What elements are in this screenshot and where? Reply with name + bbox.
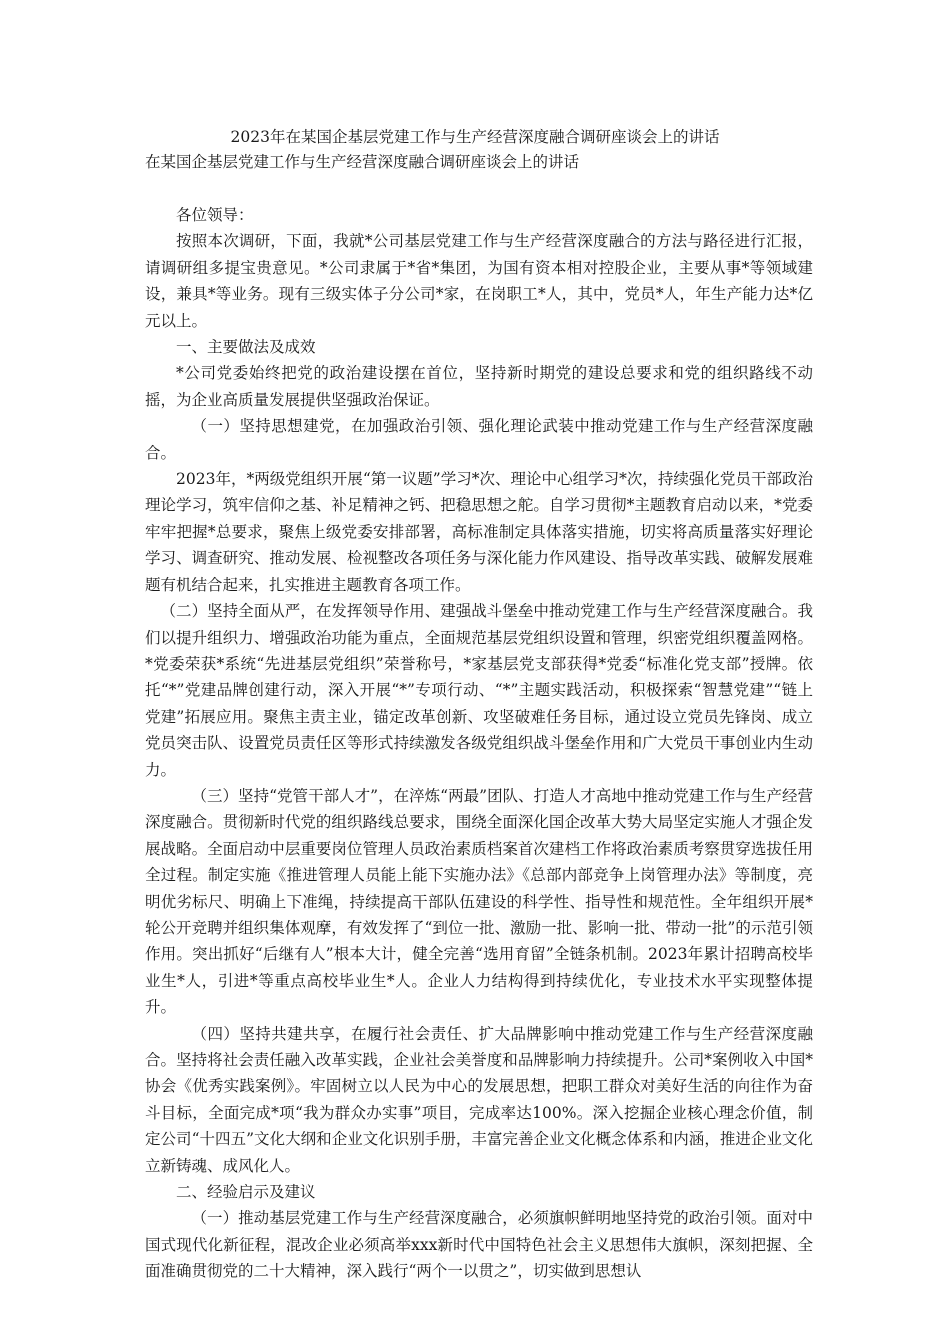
document-subtitle: 在某国企基层党建工作与生产经营深度融合调研座谈会上的讲话 bbox=[145, 153, 580, 171]
paragraph-section-1-lead: *公司党委始终把党的政治建设摆在首位，坚持新时期党的建设总要求和党的组织路线不动摇，为企业高质量发展提供坚强政治保证。 bbox=[145, 364, 813, 409]
paragraph-1-4: （四）坚持共建共享，在履行社会责任、扩大品牌影响中推动党建工作与生产经营深度融合。坚持将社会责任融入改革实践，企业社会美誉度和品牌影响力持续提升。公司*案例收入中国*协会《优秀实践案例》。牢固树立以人民为中心的发展思想，把职工群众对美好生活的向往作为奋斗目标，全面完成*项“我为群众办实事”项目，完成率达100%。深入挖掘企业核心理念价值，制定公司“十四五”文化大纲和企业文化识别手册，丰富完善企业文化概念体系和内涵，推进企业文化立新铸魂、成风化人。 bbox=[145, 1024, 813, 1175]
section-heading-1: 一、主要做法及成效 bbox=[176, 338, 316, 357]
paragraph-intro: 按照本次调研，下面，我就*公司基层党建工作与生产经营深度融合的方法与路径进行汇报，请调研组多提宝贵意见。*公司隶属于*省*集团，为国有资本相对控股企业，主要从事*等领域建设，兼具*等业务。现有三级实体子分公司*家，在岗职工*人，其中，党员*人，年生产能力达*亿元以上。 bbox=[145, 232, 813, 330]
paragraph-2-1: （一）推动基层党建工作与生产经营深度融合，必须旗帜鲜明地坚持党的政治引领。面对中国式现代化新征程，混改企业必须高举xxx新时代中国特色社会主义思想伟大旗帜，深刻把握、全面准确贯彻党的二十大精神，深入践行“两个一以贯之”，切实做到思想认 bbox=[145, 1209, 813, 1281]
document-body bbox=[145, 202, 813, 1285]
section-heading-2: 二、经验启示及建议 bbox=[176, 1183, 316, 1202]
paragraph-1-2: （二）坚持全面从严，在发挥领导作用、建强战斗堡垒中推动党建工作与生产经营深度融合。我们以提升组织力、增强政治功能为重点，全面规范基层党组织设置和管理，织密党组织覆盖网格。*党委荣获*系统“先进基层党组织”荣誉称号，*家基层党支部获得*党委“标准化党支部”授牌。依托“*”党建品牌创建行动，深入开展“*”专项行动、“*”主题实践活动，积极探索“智慧党建”“链上党建”拓展应用。聚焦主责主业，锚定改革创新、攻坚破难任务目标，通过设立党员先锋岗、成立党员突击队、设置党员责任区等形式持续激发各级党组织战斗堡垒作用和广大党员干事创业内生动力。 bbox=[145, 602, 813, 779]
salutation: 各位领导： bbox=[176, 206, 254, 224]
paragraph-1-1: 2023年，*两级党组织开展“第一议题”学习*次、理论中心组学习*次，持续强化党员干部政治理论学习，筑牢信仰之基、补足精神之钙、把稳思想之舵。自学习贯彻*主题教育启动以来，*党委牢牢把握*总要求，聚焦上级党委安排部署，高标准制定具体落实措施，切实将高质量落实好理论学习、调查研究、推动发展、检视整改各项任务与深化能力作风建设、指导改革实践、破解发展难题有机结合起来，扎实推进主题教育各项工作。 bbox=[145, 470, 813, 594]
paragraph-1-3: （三）坚持“党管干部人才”，在淬炼“两最”团队、打造人才高地中推动党建工作与生产经营深度融合。贯彻新时代党的组织路线总要求，围绕全面深化国企改革大势大局坚定实施人才强企发展战略。全面启动中层重要岗位管理人员政治素质档案首次建档工作将政治素质考察贯穿选拔任用全过程。制定实施《推进管理人员能上能下实施办法》《总部内部竞争上岗管理办法》等制度，亮明优劣标尺、明确上下准绳，持续提高干部队伍建设的科学性、指导性和规范性。全年组织开展*轮公开竞聘并组织集体观摩，有效发挥了“到位一批、激励一批、影响一批、带动一批”的示范引领作用。突出抓好“后继有人”根本大计，健全完善“选用育留”全链条机制。2023年累计招聘高校毕业生*人，引进*等重点高校毕业生*人。企业人力结构得到持续优化，专业技术水平实现整体提升。 bbox=[145, 786, 813, 1017]
document-title: 2023年在某国企基层党建工作与生产经营深度融合调研座谈会上的讲话 bbox=[230, 128, 720, 146]
subheading-1-1: （一）坚持思想建党，在加强政治引领、强化理论武装中推动党建工作与生产经营深度融合。 bbox=[145, 417, 813, 462]
